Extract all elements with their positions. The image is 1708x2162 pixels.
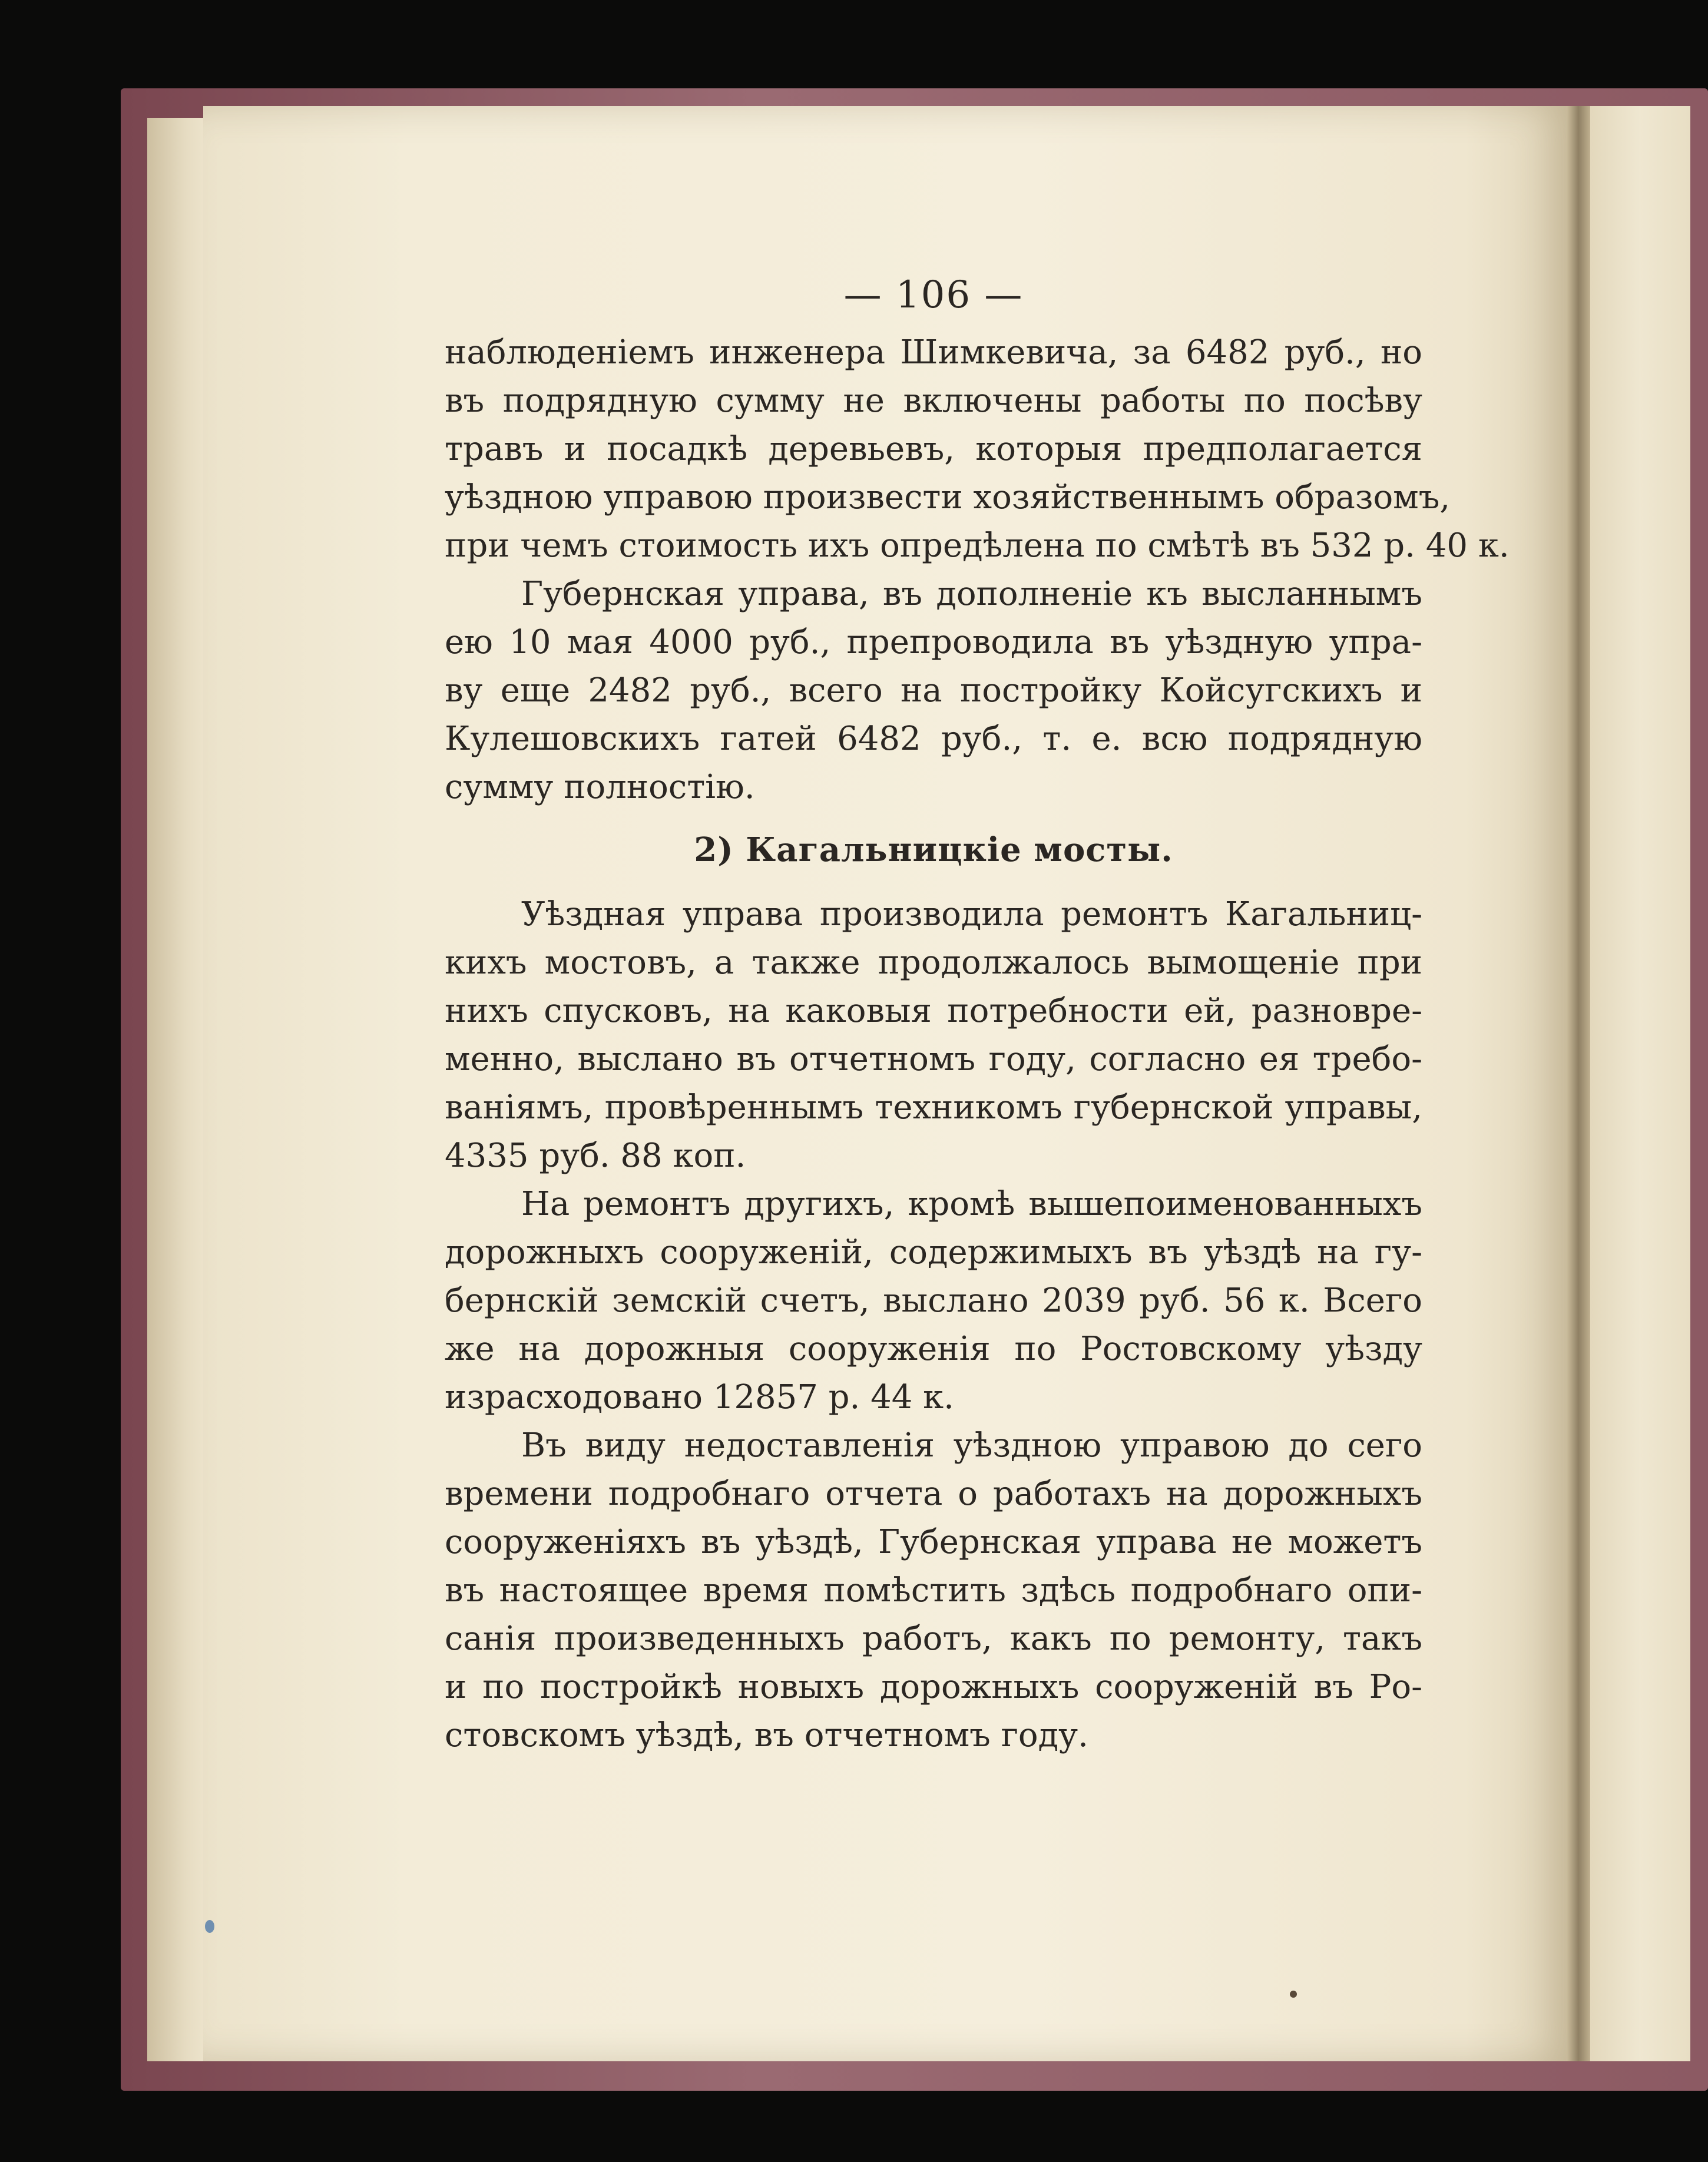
text-line: нихъ спусковъ, на каковыя потребности ей, разновре- [445,992,1422,1030]
page-number: — 106 — [843,273,1024,317]
intro-paragraphs [445,329,1510,812]
text-line: и по постройкѣ новыхъ дорожныхъ сооруженій въ Ро- [445,1668,1422,1706]
paragraph [445,1180,1422,1422]
page-text [445,271,1510,1760]
text-line: уѣздною управою произвести хозяйственнымъ образомъ, [445,478,1451,517]
text-line: травъ и посадкѣ деревьевъ, которыя предполагается [445,430,1422,468]
text-line: въ настоящее время помѣстить здѣсь подробнаго опи- [445,1571,1422,1610]
text-line: бернскій земскій счетъ, выслано 2039 руб. 56 к. Всего [445,1282,1422,1320]
text-line: же на дорожныя сооруженія по Ростовскому уѣзду [445,1330,1422,1368]
paragraph [445,1422,1422,1760]
text-line: ву еще 2482 руб., всего на постройку Койсугскихъ и [445,671,1422,710]
text-line: На ремонтъ другихъ, кромѣ вышепоименованныхъ [521,1185,1422,1223]
text-line: стовскомъ уѣздѣ, въ отчетномъ году. [445,1716,1088,1754]
facing-page [1590,106,1690,2061]
text-line: ею 10 мая 4000 руб., препроводила въ уѣздную упра- [445,623,1422,661]
text-line: Въ виду недоставленія уѣздною управою до сего [521,1426,1422,1465]
text-line: 4335 руб. 88 коп. [445,1137,746,1175]
paragraph [445,890,1422,1180]
text-line: Губернская управа, въ дополненіе къ высланнымъ [521,575,1422,613]
text-line: при чемъ стоимость ихъ опредѣлена по смѣтѣ въ 532 р. 40 к. [445,527,1510,565]
text-line: израсходовано 12857 р. 44 к. [445,1378,954,1416]
text-line: въ подрядную сумму не включены работы по посѣву [445,382,1422,420]
ink-speck [1290,1991,1297,1998]
text-line: сумму полностію. [445,768,755,806]
text-line: Кулешовскихъ гатей 6482 руб., т. е. всю подрядную [445,720,1422,758]
text-line: Уѣздная управа производила ремонтъ Кагальниц- [521,895,1422,933]
text-line: наблюденіемъ инженера Шимкевича, за 6482 руб., но [445,333,1422,372]
text-line: менно, выслано въ отчетномъ году, согласно ея требо- [445,1040,1422,1078]
section-paragraphs [445,890,1422,1760]
section-heading: 2) Кагальницкіе мосты. [694,830,1173,869]
text-line: санія произведенныхъ работъ, какъ по ремонту, такъ [445,1620,1422,1658]
paragraph [445,329,1510,570]
text-line: сооруженіяхъ въ уѣздѣ, Губернская управа не можетъ [445,1523,1422,1561]
paragraph [445,570,1422,812]
text-line: дорожныхъ сооруженій, содержимыхъ въ уѣздѣ на гу- [445,1233,1422,1272]
ink-speck [205,1920,214,1933]
text-line: времени подробнаго отчета о работахъ на дорожныхъ [445,1475,1422,1513]
page-edges [147,118,212,2061]
text-line: кихъ мостовъ, а также продолжалось вымощеніе при [445,943,1422,982]
book-gutter [1567,106,1590,2061]
text-line: ваніямъ, провѣреннымъ техникомъ губернской управы, [445,1088,1422,1127]
